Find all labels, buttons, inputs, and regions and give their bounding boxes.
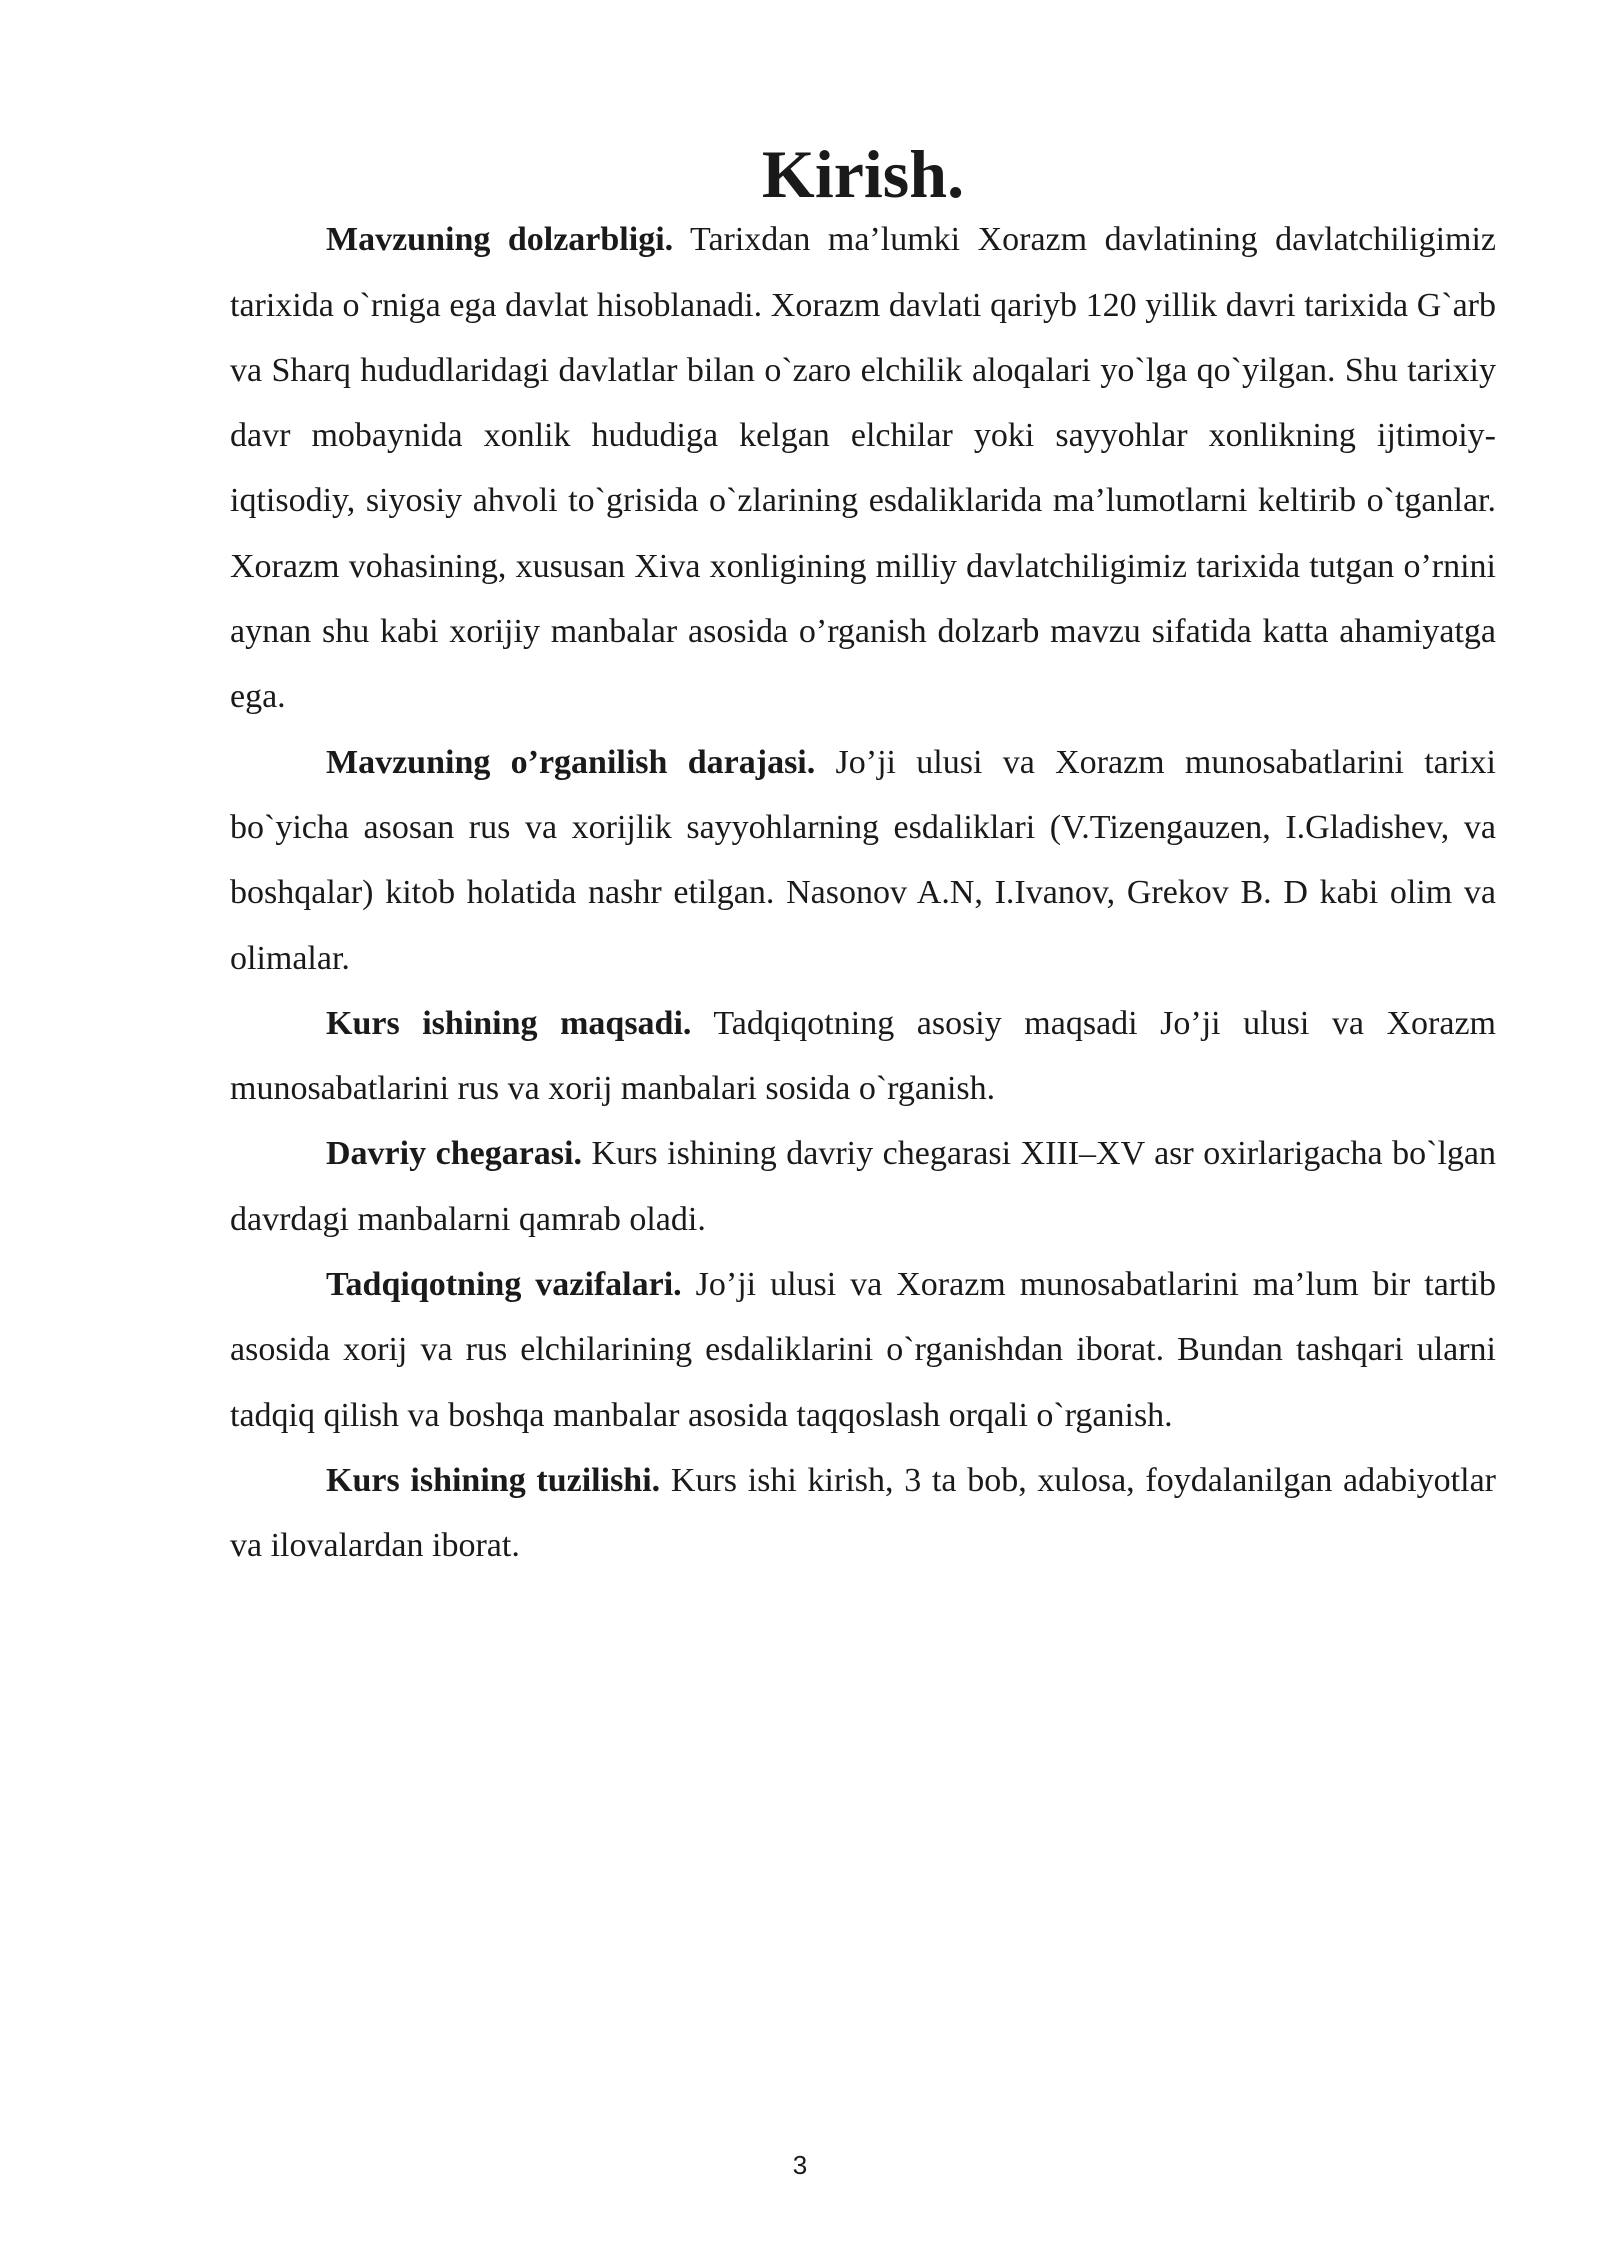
paragraph-tasks <box>230 1252 1496 1448</box>
paragraph-heading: Mavzuning o’rganilish darajasi. <box>326 743 816 781</box>
paragraph-relevance <box>230 207 1496 729</box>
paragraph-heading: Mavzuning dolzarbligi. <box>326 221 674 259</box>
paragraph-study-degree <box>230 730 1496 991</box>
paragraph-text: Jo’ji ulusi va Xorazm munosabatlarini tarixi bo`yicha asosan rus va xorijlik sayyohlarning esdaliklari (V.Tizengauzen, I.Gladishev, va boshqalar) kitob holatida nashr etilgan. Nasonov A.N, I.Ivanov, Grekov B. D kabi olim va olimalar. <box>230 743 1496 977</box>
paragraph-text: Tadqiqotning asosiy maqsadi Jo’ji ulusi va Xorazm munosabatlarini rus va xorij manbalari sosida o`rganish. <box>230 1004 1497 1108</box>
paragraph-text: Kurs ishi kirish, 3 ta bob, xulosa, foydalanilgan adabiyotlar va ilovalardan iborat. <box>230 1461 1496 1565</box>
paragraph-goal <box>230 991 1496 1122</box>
page-title: Kirish. <box>761 136 965 212</box>
paragraph-structure <box>230 1448 1496 1579</box>
paragraph-text: Tarixdan ma’lumki Xorazm davlatining davlatchiligimiz tarixida o`rniga ega davlat hisoblanadi. Xorazm davlati qariyb 120 yillik davri tarixida G`arb va Sharq hududlaridagi davlatlar bilan o`zaro elchilik aloqalari yo`lga qo`yilgan. Shu tarixiy davr mobaynida xonlik hududiga kelgan elchilar yoki sayyohlar xonlikning ijtimoiy-iqtisodiy, siyosiy ahvoli to`grisida o`zlarining esdaliklarida ma’lumotlarni keltirib o`tganlar. Xorazm vohasining, xususan Xiva xonligining milliy davlatchiligimiz tarixida tutgan o’rnini aynan shu kabi xorijiy manbalar asosida o’rganish dolzarb mavzu sifatida katta ahamiyatga ega. <box>230 221 1497 716</box>
paragraph-heading: Tadqiqotning vazifalari. <box>326 1266 682 1304</box>
paragraph-period <box>230 1121 1496 1252</box>
paragraph-text: Jo’ji ulusi va Xorazm munosabatlarini ma’lum bir tartib asosida xorij va rus elchilarining esdaliklarini o`rganishdan iborat. Bundan tashqari ularni tadqiq qilish va boshqa manbalar asosida taqqoslash orqali o`rganish. <box>230 1266 1496 1434</box>
document-body <box>230 136 1497 1579</box>
paragraph-heading: Kurs ishining maqsadi. <box>326 1004 692 1042</box>
paragraph-text: Kurs ishining davriy chegarasi XIII–XV asr oxirlarigacha bo`lgan davrdagi manbalarni qamrab oladi. <box>230 1135 1496 1238</box>
page-number: 3 <box>792 2150 808 2180</box>
paragraph-heading: Davriy chegarasi. <box>326 1135 582 1173</box>
paragraph-heading: Kurs ishining tuzilishi. <box>326 1461 661 1499</box>
